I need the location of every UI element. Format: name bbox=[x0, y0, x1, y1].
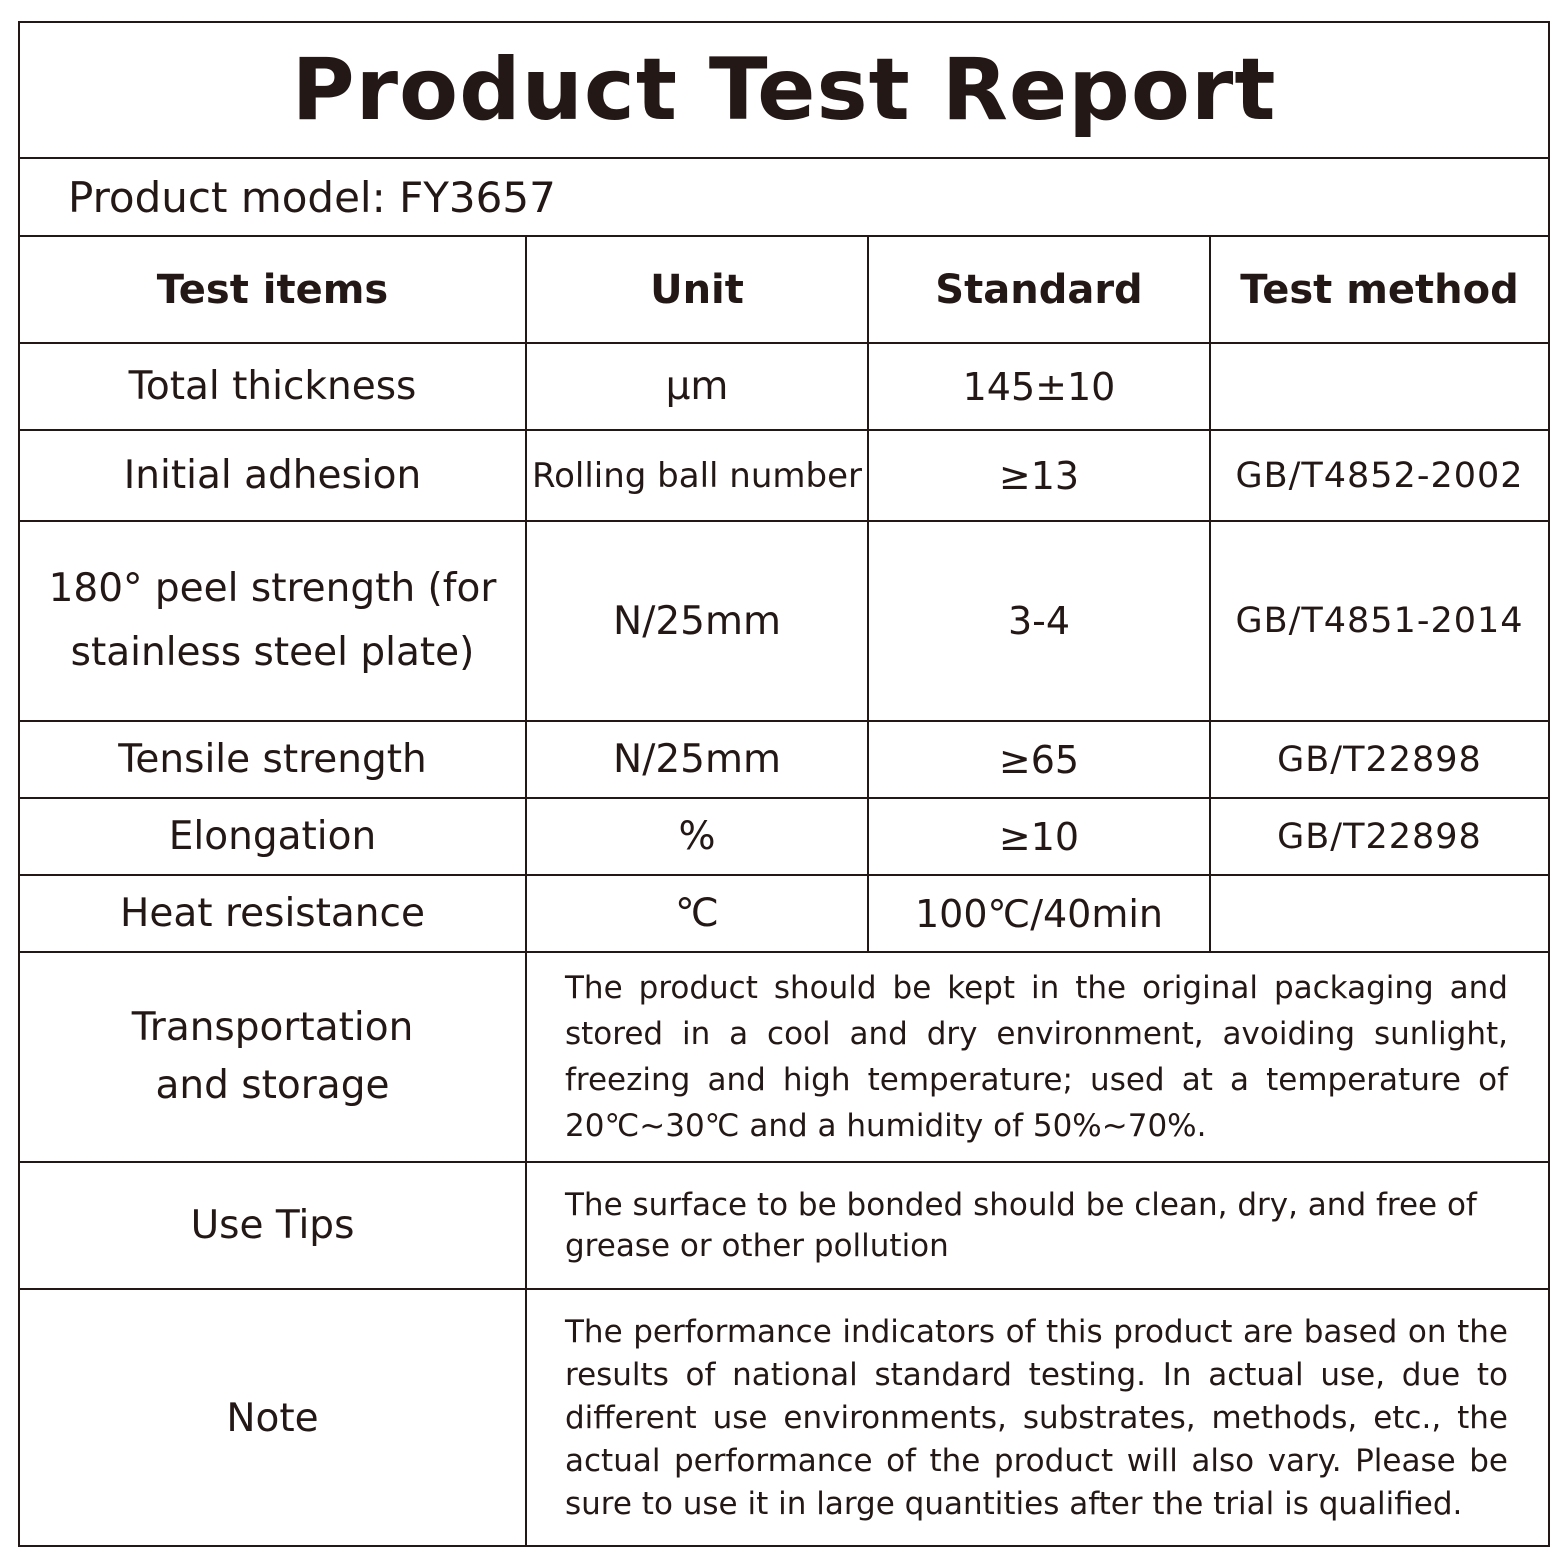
transport-label-line: and storage bbox=[155, 1063, 390, 1108]
use-tips-row bbox=[20, 1162, 1548, 1289]
item-cell: Total thickness bbox=[20, 343, 526, 430]
item-cell: Heat resistance bbox=[20, 875, 526, 952]
header-standard: Standard bbox=[868, 237, 1210, 343]
standard-cell: ≥13 bbox=[868, 430, 1210, 521]
use-tips-label: Use Tips bbox=[20, 1162, 526, 1289]
method-cell bbox=[1210, 343, 1548, 430]
table-row bbox=[20, 721, 1548, 798]
report-title: Product Test Report bbox=[291, 40, 1277, 140]
header-row bbox=[20, 237, 1548, 343]
item-label-line: 180° peel strength (for bbox=[48, 566, 497, 611]
test-table bbox=[20, 237, 1548, 1547]
method-cell: GB/T22898 bbox=[1210, 721, 1548, 798]
transport-label bbox=[20, 952, 526, 1162]
transport-text: The product should be kept in the original packaging and stored in a cool and dry environment, avoiding sunlight, freezing and high temperature; used at a temperature of 20℃~30℃ and a humidity of 50%~70%. bbox=[526, 952, 1548, 1162]
product-model: Product model: FY3657 bbox=[68, 172, 556, 222]
item-cell: Elongation bbox=[20, 798, 526, 875]
note-label: Note bbox=[20, 1289, 526, 1547]
table-row bbox=[20, 430, 1548, 521]
method-cell: GB/T4852-2002 bbox=[1210, 430, 1548, 521]
note-row bbox=[20, 1289, 1548, 1547]
standard-cell: 3-4 bbox=[868, 521, 1210, 721]
table-row bbox=[20, 521, 1548, 721]
header-test-items: Test items bbox=[20, 237, 526, 343]
item-cell: Tensile strength bbox=[20, 721, 526, 798]
method-cell bbox=[1210, 875, 1548, 952]
table-row bbox=[20, 798, 1548, 875]
item-label-line: stainless steel plate) bbox=[70, 630, 475, 675]
report-sheet bbox=[18, 21, 1550, 1547]
unit-cell: N/25mm bbox=[526, 721, 868, 798]
standard-cell: ≥65 bbox=[868, 721, 1210, 798]
table-row bbox=[20, 875, 1548, 952]
item-cell: Initial adhesion bbox=[20, 430, 526, 521]
method-cell: GB/T22898 bbox=[1210, 798, 1548, 875]
unit-cell: μm bbox=[526, 343, 868, 430]
header-test-method: Test method bbox=[1210, 237, 1548, 343]
standard-cell: ≥10 bbox=[868, 798, 1210, 875]
title-row bbox=[20, 23, 1548, 159]
note-text: The performance indicators of this product are based on the results of national standard testing. In actual use, due to different use environments, substrates, methods, etc., the actual performance of the product will also vary. Please be sure to use it in large quantities after the trial is qualified. bbox=[526, 1289, 1548, 1547]
transport-label-line: Transportation bbox=[131, 1005, 414, 1050]
method-cell: GB/T4851-2014 bbox=[1210, 521, 1548, 721]
unit-cell: ℃ bbox=[526, 875, 868, 952]
standard-cell: 100℃/40min bbox=[868, 875, 1210, 952]
unit-cell: N/25mm bbox=[526, 521, 868, 721]
unit-cell: % bbox=[526, 798, 868, 875]
product-model-row bbox=[20, 159, 1548, 237]
standard-cell: 145±10 bbox=[868, 343, 1210, 430]
header-unit: Unit bbox=[526, 237, 868, 343]
transport-row bbox=[20, 952, 1548, 1162]
use-tips-text: The surface to be bonded should be clean, dry, and free of grease or other pollution bbox=[526, 1162, 1548, 1289]
table-row bbox=[20, 343, 1548, 430]
item-cell bbox=[20, 521, 526, 721]
unit-cell: Rolling ball number bbox=[526, 430, 868, 521]
